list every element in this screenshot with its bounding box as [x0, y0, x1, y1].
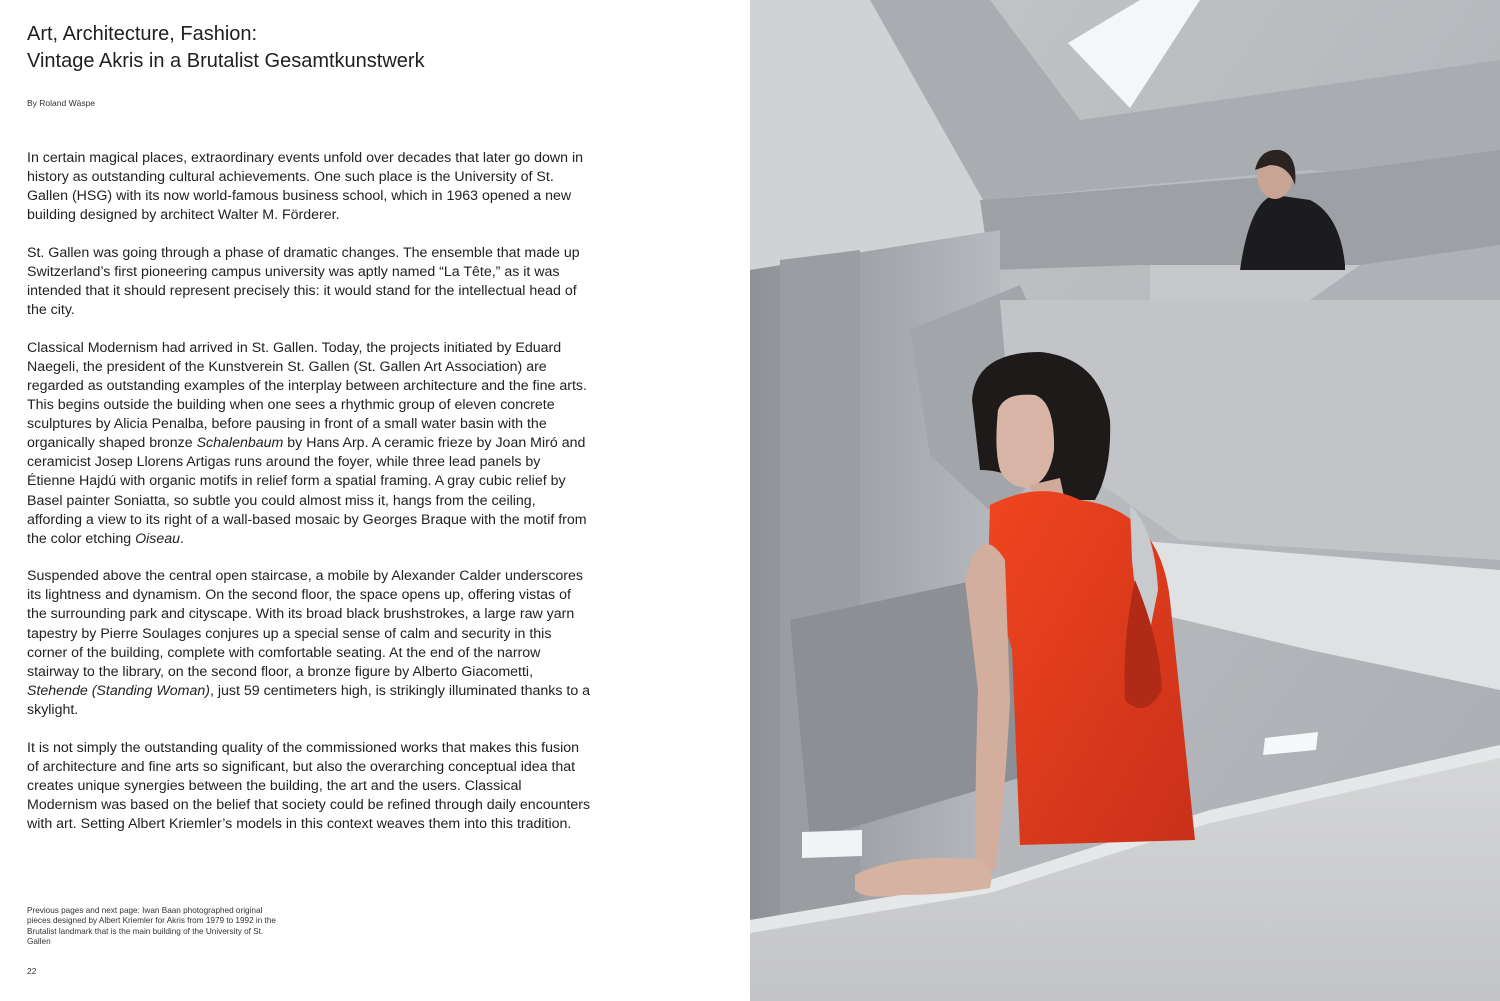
title-line-1: Art, Architecture, Fashion:	[27, 23, 258, 45]
artwork-title-stehende: Stehende (Standing Woman)	[27, 682, 210, 699]
artwork-title-oiseau: Oiseau	[135, 530, 181, 547]
paragraph-1: In certain magical places, extraordinary events unfold over decades that later go down in history as outstanding cultural achievements. One such place is the University of St. Gallen (HSG) with its now world-famous business school, which in 1963 opened a new building designed by architect Walter M. Förderer.	[27, 150, 583, 224]
title-line-2: Vintage Akris in a Brutalist Gesamtkunstwerk	[27, 50, 425, 72]
paragraph-2: St. Gallen was going through a phase of dramatic changes. The ensemble that made up Switzerland’s first pioneering campus university was aptly named “La Tête,” as it was intended that it should represent precisely this: it would stand for the intellectual head of the city.	[27, 244, 580, 319]
paragraph-4-text-a: Suspended above the central open staircase, a mobile by Alexander Calder underscores its lightness and dynamism. On the second floor, the space opens up, offering vistas of the surrounding park and cityscape. With its broad black brushstrokes, a large raw yarn tapestry by Pierre Soulages conjures up a special sense of calm and security in this corner of the building, complete with comfortable seating. At the end of the narrow stairway to the library, on the second floor, a bronze figure by Alberto Giacometti,	[27, 568, 584, 680]
paragraph-4-text-b: , just 59 centimeters high, is strikingly illuminated thanks to a skylight.	[27, 682, 591, 718]
ceiling-light-left	[802, 830, 862, 858]
paragraph-3-text-a: Classical Modernism had arrived in St. Gallen. Today, the projects initiated by Eduard Naegeli, the president of the Kunstverein St. Gallen (St. Gallen Art Association) are regarded as outstanding examples of the interplay between architecture and the fine arts. This begins outside the building when one sees a rhythmic group of eleven concrete sculptures by Alicia Penalba, before pausing in front of a small water basin with the organically shaped bronze	[27, 339, 587, 452]
byline: By Roland Wäspe	[27, 98, 96, 108]
artwork-title-schalenbaum: Schalenbaum	[196, 435, 284, 452]
photo-caption: Previous pages and next page: Iwan Baan photographed original pieces designed by Albert Kriemler for Akris from 1979 to 1992 in the Brutalist landmark that is the main building of the University of St. Gallen	[27, 906, 276, 946]
fashion-photo	[750, 0, 1500, 1001]
paragraph-3-text-c: .	[180, 530, 184, 547]
page-number: 22	[27, 966, 37, 976]
article-body	[27, 149, 592, 853]
paragraph-4	[27, 567, 592, 720]
article-title	[27, 21, 727, 75]
photo-illustration	[750, 0, 1500, 1001]
paragraph-5: It is not simply the outstanding quality of the commissioned works that makes this fusion of architecture and fine arts so significant, but also the overarching conceptual idea that creates unique synergies between the building, the art and the users. Classical Modernism was based on the belief that society could be refined through daily encounters with art. Setting Albert Kriemler’s models in this context weaves them into this tradition.	[27, 739, 591, 832]
paragraph-3-text-b: by Hans Arp. A ceramic frieze by Joan Miró and ceramicist Josep Llorens Artigas runs around the foyer, while three lead panels by Étienne Hajdú with organic motifs in relief form a spatial framing. A gray cubic relief by Basel painter Soniatta, so subtle you could almost miss it, hangs from the ceiling, affording a view to its right of a wall-based mosaic by Georges Braque with the motif from the color etching	[27, 435, 587, 547]
paragraph-3	[27, 339, 592, 549]
